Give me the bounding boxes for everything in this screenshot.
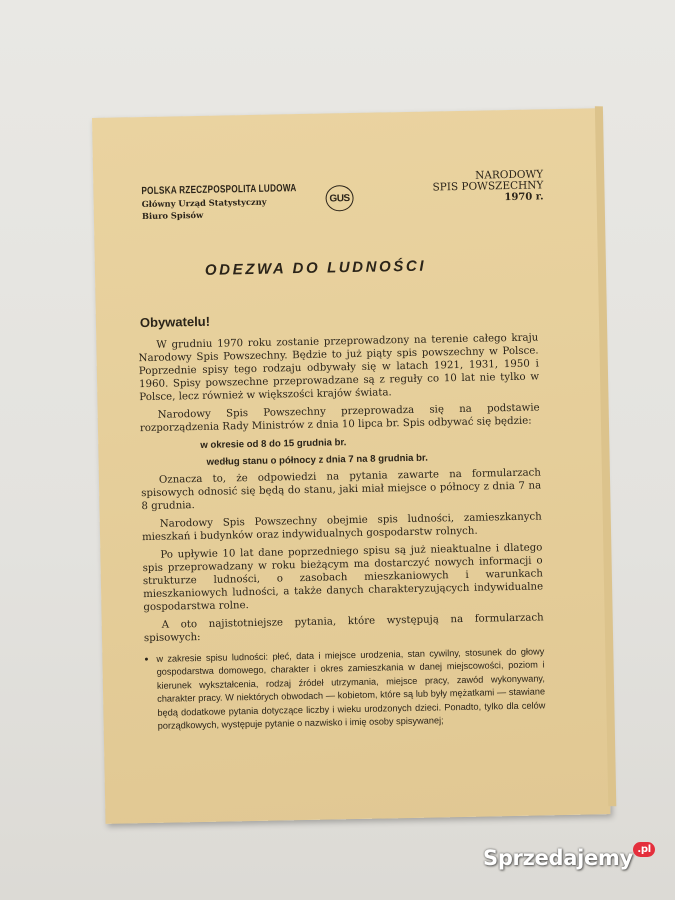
header-census-line2: SPIS POWSZECHNY	[432, 179, 544, 194]
header-census-year: 1970 r.	[504, 191, 544, 204]
paragraph: W grudniu 1970 roku zostanie przeprowadzony na terenie całego kraju Narodowy Spis Powszechny. Będzie to już piąty spis powszechny w Polsce. Poprzednie spisy tego rodzaju odbywały się w latach 1921, 1931, 1950 i 1960. Spisy powszechne przeprowadzane są z reguły co 10 lat nie tylko w Polsce, lecz również w większości krajów świata.	[138, 332, 540, 404]
watermark-logo	[483, 844, 651, 870]
paragraph: Narodowy Spis Powszechny przeprowadza się na podstawie rozporządzenia Rady Ministrów z dnia 10 lipca br. Spis odbywać się będzie:	[139, 402, 540, 435]
census-period: w okresie od 8 do 15 grudnia br.	[200, 437, 347, 451]
gus-logo: GUS	[325, 185, 353, 212]
header-office: Główny Urząd Statystyczny	[141, 196, 267, 210]
list-item: ● w zakresie spisu ludności: płeć, data i miejsce urodzenia, stan cywilny, stosunek do głowy gospodarstwa domowego, charakter i okres zamieszkania w danej miejscowości, poziom i kierunek wykształcenia, rodzaj źródeł utrzymania, miejsce pracy, zawód wykonywany, charakter pracy. W niektórych obwodach — kobietom, które są lub były mężatkami — stawiane będą dodatkowe pytania dotyczące liczby i wieku urodzonych dzieci. Ponadto, tylko dla celów porządkowych, występuje pytanie o nazwisko i imię osoby spisywanej;	[144, 645, 545, 733]
header-right	[393, 169, 544, 205]
paragraph: Oznacza to, że odpowiedzi na pytania zawarte na formularzach spisowych odnosić się będą do stanu, jaki miał miejsce o północy z dnia 7 na 8 grudnia.	[141, 467, 542, 513]
header-country: POLSKA RZECZPOSPOLITA LUDOWA	[141, 182, 297, 198]
paragraph: Po upływie 10 lat dane poprzedniego spisu są już nieaktualne i dlatego spis przeprowadzany w roku bieżącym ma dostarczyć nowych informacji o strukturze ludności, o zasobach mieszkaniowych i warunkach mieszkaniowych ludności, a także danych charakteryzujących indywidualne gospodarstwa rolne.	[142, 542, 544, 614]
header-census-line1: NARODOWY	[475, 168, 544, 182]
watermark-text: Sprzedajemy	[483, 846, 633, 870]
header-bureau: Biuro Spisów	[141, 209, 204, 222]
watermark-badge: .pl	[633, 842, 655, 857]
document-body	[138, 331, 546, 738]
census-reference-time: według stanu o północy z dnia 7 na 8 grudnia br.	[206, 452, 428, 468]
paragraph: A oto najistotniejsze pytania, które występują na formularzach spisowych:	[143, 612, 544, 645]
greeting: Obywatelu!	[139, 313, 211, 331]
paragraph: Narodowy Spis Powszechny obejmie spis ludności, zamieszkanych mieszkań i budynków oraz indywidualnych gospodarstw rolnych.	[141, 511, 542, 544]
header-left	[141, 181, 340, 221]
document-title: ODEZWA DO LUDNOŚCI	[204, 257, 427, 279]
document-sheet	[92, 108, 610, 824]
